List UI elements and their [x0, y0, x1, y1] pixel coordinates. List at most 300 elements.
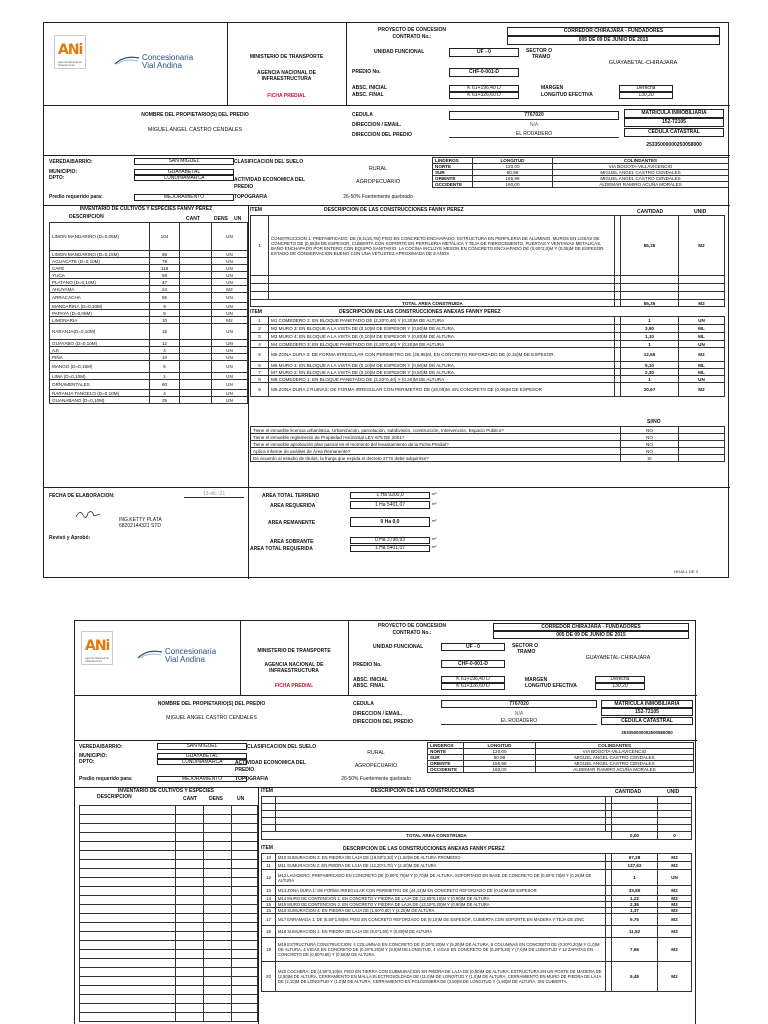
- cedula-label: CEDULA: [353, 701, 374, 707]
- reviso-label: Revisó y Aprobó:: [49, 535, 91, 541]
- table-row: [80, 1013, 258, 1022]
- constr-item: 1: [251, 216, 269, 276]
- table-row: [262, 938, 692, 962]
- contract-value: 005 DE 09 DE JUNIO DE 2015: [507, 36, 720, 45]
- cultivo-dens: [180, 347, 212, 354]
- logo-text-1: Concesionaria: [165, 647, 217, 656]
- constr-empty-cell: [658, 818, 692, 825]
- table-row: [80, 833, 258, 842]
- cultivo-dens: [180, 397, 212, 404]
- constr-unid-header: UNID: [667, 789, 680, 795]
- remanente-label: AREA REMANENTE: [268, 520, 316, 526]
- question-answer: SI: [621, 455, 679, 462]
- cultivo-empty-cell: [176, 950, 204, 959]
- anexa-desc: M7 MURO 2: EN BLOQUE A LA VISTA DE (0,10)M DE ESPESOR Y (0,50)M DE ALTURA.: [269, 369, 615, 376]
- table-row: [50, 397, 248, 404]
- margen-value: Derecha: [619, 85, 673, 92]
- ani-logo: ANi Agencia Nacional de Infraestructura: [54, 35, 86, 69]
- cultivo-empty-cell: [204, 950, 232, 959]
- questions-table: [250, 426, 725, 462]
- lindero-dir: OCCIDENTE: [428, 767, 464, 773]
- table-row: [80, 1004, 258, 1013]
- cultivo-dens: [180, 265, 212, 272]
- cultivo-empty-cell: [204, 815, 232, 824]
- lindero-dir: NORTE: [428, 749, 464, 755]
- anexa-item: 16: [262, 908, 276, 914]
- cedula-label: CEDULA: [352, 112, 373, 118]
- cultivo-unit: UN: [212, 293, 248, 303]
- act-value: AGROPECUARIO: [354, 763, 398, 769]
- cultivo-empty-cell: [176, 833, 204, 842]
- anexa-item: 6: [251, 362, 269, 369]
- cultivos-title: INVENTARIO DE CULTIVOS Y ESPECIES: [117, 788, 215, 794]
- cultivo-empty-cell: [80, 869, 176, 878]
- cultivos-un-header: UN: [234, 216, 242, 222]
- anexa-unit: UN: [658, 870, 692, 886]
- cultivo-cant: 1: [150, 373, 180, 380]
- cultivo-unit: UN: [212, 251, 248, 258]
- predio-label: PREDIO No.: [352, 69, 381, 75]
- lindero-len: 60,98: [473, 170, 553, 176]
- constr-empty-cell: [276, 818, 606, 825]
- cultivo-empty-cell: [80, 887, 176, 896]
- cultivo-cant: 65: [150, 293, 180, 303]
- logo-text-1: Concesionaria: [142, 53, 194, 62]
- anexa-desc: M13 ZONA DURA 1: DE FORMA IRREGULAR CON PERIMETRO DE (44,43)M EN CONCRETO REFORZADO DE (0,10)M DE ESPESOR: [276, 886, 606, 896]
- table-row: [80, 977, 258, 986]
- cedula-value: 7767020: [441, 700, 597, 708]
- abs-ini-value: K 61+196,40 D: [441, 676, 505, 683]
- cultivo-cant: 24: [150, 286, 180, 293]
- constr-empty-cell: [276, 797, 606, 804]
- table-row: [50, 324, 248, 340]
- cultivo-empty-cell: [204, 986, 232, 995]
- table-row: [262, 862, 692, 870]
- table-row: [50, 223, 248, 251]
- cultivo-unit: UN: [212, 397, 248, 404]
- dirp-value: EL RODADERO: [449, 131, 619, 138]
- anexa-item: 10: [262, 854, 276, 862]
- cultivo-empty-cell: [80, 806, 176, 815]
- cultivo-empty-cell: [176, 905, 204, 914]
- cultivo-empty-cell: [80, 842, 176, 851]
- cultivo-desc: AGUACATE (D=0,10M): [50, 258, 150, 265]
- dir-label: DIRECCION / EMAIL.: [352, 122, 402, 128]
- anexa-desc: M6 MURO 1: EN BLOQUE A LA VISTA DE (0,10)M DE ESPESOR Y (0,90)M DE ALTURA.: [269, 362, 615, 369]
- anexa-desc: M10 SUMURACION 3: EN PIEDRA DE LAJA DE (19,50*2,30) Y (1,50)M DE ALTURA PROMEDIO: [276, 854, 606, 862]
- anexas-table-2: [261, 853, 692, 992]
- req-value: MEJORAMIENTO: [134, 194, 234, 201]
- cultivo-empty-cell: [204, 806, 232, 815]
- anexa-qty: 5,10: [621, 362, 679, 369]
- cultivo-empty-cell: [176, 869, 204, 878]
- anexa-item: 9: [251, 383, 269, 397]
- table-row: [251, 369, 725, 376]
- anexa-desc: M12 LAVADERO: PREFABRICADO EN CONCRETO DE (0,60*0,70)M Y (0,70)M DE ALTURA, SOPORTADO EN BASE DE CONCRETO DE (0,60*0,70)M Y (0,25)M DE ALTURA: [276, 870, 606, 886]
- cultivo-cant: 9: [150, 303, 180, 310]
- table-row: [80, 806, 258, 815]
- constr-empty-cell: [612, 825, 658, 832]
- cultivo-desc: LIMON MANDARINO (D=0,05M): [50, 223, 150, 251]
- cultivo-empty-cell: [80, 824, 176, 833]
- cultivo-empty-cell: [80, 1013, 176, 1022]
- table-row: [262, 914, 692, 926]
- cultivo-empty-cell: [232, 977, 258, 986]
- anexa-desc: M11 SUMURACION 2: EN PIEDRA DE LAJA DE (12,20*4,70) Y (2,40)M DE ALTURA: [276, 862, 606, 870]
- constr-empty-cell: [658, 804, 692, 811]
- anexa-desc: M20 COCHERA: DE (4,50*2,10)M, PISO EN TIERRA CON SUBMURACION EN PIEDRA DE LAJA DE (0,80)M DE ALTURA, ESTRUCTURA EN UN POSTE DE MADERA DE (2,50)M DE ALTURA, CERRAMIENTO EN MALLA ELECTROSOLDADA DE (11,0)M DE LONGITUD Y (1,0)M DE ALTURA, CERRAMIENTO EN MURO DE PIEDRA DE LAJA DE (2,10)M DE LONGITUD Y (1,0)M DE ALTURA, CERRAMIENTO EN POLISOMBRA DE (3,50)M DE LONGITUD Y (1,80)M DE ALTURA, SIN CUBIERTA.: [276, 962, 606, 992]
- cultivo-empty-cell: [80, 950, 176, 959]
- cultivo-empty-cell: [176, 995, 204, 1004]
- long-value: 130,20: [619, 92, 673, 99]
- anexa-desc: M15 MURO DE CONTENCION 2: EN CONCRETO Y PIEDRA DE LAJA DE (13,10*0,20)M Y (0,90)M DE ALTURA: [276, 902, 606, 908]
- cultivo-empty-cell: [232, 986, 258, 995]
- lindero-col: MIGUEL ANGEL CASTRO CENDALES: [536, 761, 694, 767]
- long-label: LONGITUD EFECTIVA: [525, 683, 577, 689]
- cultivo-unit: UN: [212, 361, 248, 373]
- constr-cant-header: CANTIDAD: [615, 789, 642, 795]
- cultivo-empty-cell: [232, 869, 258, 878]
- table-row: [251, 455, 725, 462]
- anexa-item: 8: [251, 376, 269, 383]
- lindero-col: MIGUEL ANGEL CASTRO CENDALES: [536, 755, 694, 761]
- table-row: [50, 347, 248, 354]
- question-blank: [679, 434, 725, 441]
- table-row: [80, 842, 258, 851]
- table-row: [80, 905, 258, 914]
- cultivo-empty-cell: [232, 923, 258, 932]
- table-row: [80, 986, 258, 995]
- cultivo-empty-cell: [176, 842, 204, 851]
- anexa-desc: M2 MURO 3: EN BLOQUE A LA VISTA DE (0,10)M DE ESPESOR Y (0,80)M DE ALTURA.: [269, 325, 615, 333]
- table-row: [251, 434, 725, 441]
- anexa-unit: UN: [679, 317, 725, 325]
- lindero-col: MIGUEL ANGEL CASTRO CENDALES: [553, 170, 729, 176]
- total-label: AREA TOTAL REQUERIDA: [250, 546, 313, 552]
- fecha-label: FECHA DE ELABORACION:: [49, 493, 115, 499]
- ficha-predial-sheet-2: [74, 620, 696, 1024]
- cultivo-dens: [180, 258, 212, 265]
- cultivo-cant: 78: [150, 258, 180, 265]
- cultivo-desc: PAPAYA (D=0,05M): [50, 310, 150, 317]
- anexa-item: 18: [262, 926, 276, 938]
- cultivo-desc: LIMONARIA: [50, 317, 150, 324]
- cultivo-empty-cell: [204, 932, 232, 941]
- cultivo-empty-cell: [232, 896, 258, 905]
- table-row: [251, 317, 725, 325]
- cultivo-empty-cell: [232, 959, 258, 968]
- agency-l2: INFRAESTRUCTURA: [269, 668, 319, 674]
- dirp-label: DIRECCION DEL PREDIO: [352, 132, 412, 138]
- cultivo-empty-cell: [204, 1004, 232, 1013]
- dpto-label: DPTO:: [79, 759, 95, 765]
- req-value: MEJORAMIENTO: [157, 776, 247, 782]
- cultivo-empty-cell: [204, 959, 232, 968]
- cultivo-cant: 68: [150, 251, 180, 258]
- mun-value: GUAYABETAL: [134, 169, 234, 175]
- sector-l2: TRAMO: [517, 649, 536, 655]
- catastral-label: CEDULA CATASTRAL: [601, 717, 693, 725]
- dpto-value: CUNDINAMARCA: [134, 175, 234, 181]
- anexa-unit: M3: [658, 902, 692, 908]
- constr-empty-cell: [262, 811, 276, 818]
- constr-qty: 55,35: [621, 216, 679, 276]
- anexa-desc: M19 ESTRUCTURA CONSTRUCCION: 4 COLUMNAS EN CONCRETO DE (0,20*0,20)M Y (5,20)M DE ALTURA, 8 COLUMNAS EN CONCRETO DE (0,20*0,20)M Y (1,0)M DE ALTURA, 4 VIGAS EN CONCRETO DE (0,20*0,20)M Y (9,0)M DE LONGITUD, 4 VIGAS EN CONCRETO DE (0,20*0,20) Y (7,0)M DE LONGITUD Y 12 ZAPATAS EN CONCRETO DE (0,80*0,80) Y (0,50)M DE ALTURA.: [276, 938, 606, 962]
- table-row: [262, 870, 692, 886]
- act-label-l2: PREDIO: [235, 767, 255, 773]
- anexa-desc: M1 COMEDERO 2: EN BLOQUE PANETADO DE (2,20*0,40) Y (0,20)M DE ALTURA: [269, 317, 615, 325]
- cultivo-empty-cell: [80, 878, 176, 887]
- colindantes-header: COLINDANTES: [553, 158, 729, 164]
- logo-text-2: Vial Andina: [142, 61, 182, 70]
- linderos-header: LINDEROS: [428, 743, 464, 749]
- margen-label: MARGEN: [541, 85, 564, 91]
- cultivo-empty-cell: [204, 914, 232, 923]
- ani-logo: ANi Agencia Nacional de Infraestructura: [81, 631, 113, 665]
- topo-label: TOPOGRAFIA: [234, 194, 268, 200]
- cultivo-desc: PIÑA: [50, 354, 150, 361]
- anexa-unit: M2: [679, 383, 725, 397]
- table-row: [262, 825, 692, 832]
- unit-m2: m²: [432, 536, 437, 541]
- anexa-qty: 2,36: [612, 902, 658, 908]
- cultivo-empty-cell: [176, 824, 204, 833]
- table-row: [80, 923, 258, 932]
- cultivo-unit: M2: [212, 317, 248, 324]
- cultivo-cant: 4: [150, 390, 180, 397]
- anexa-unit: M3: [658, 862, 692, 870]
- cultivos-dens-header: DENS: [209, 796, 223, 802]
- table-row: [50, 303, 248, 310]
- anexa-item: 17: [262, 914, 276, 926]
- table-row: [80, 896, 258, 905]
- cultivo-empty-cell: [232, 806, 258, 815]
- cultivo-desc: MANGO (D=0,15M): [50, 361, 150, 373]
- lindero-dir: SUR: [433, 170, 473, 176]
- margen-label: MARGEN: [525, 677, 548, 683]
- constr-empty-cell: [658, 811, 692, 818]
- longitud-header: LONGITUD: [464, 743, 536, 749]
- anexa-qty: 2,30: [621, 369, 679, 376]
- lindero-len: 160,00: [464, 767, 536, 773]
- predio-label: PREDIO No.: [353, 662, 382, 668]
- table-row: [80, 914, 258, 923]
- unit-value: UF - 0: [449, 48, 519, 57]
- cultivo-empty-cell: [176, 887, 204, 896]
- anexa-desc: M3 MURO 4: EN BLOQUE A LA VISTA DE (0,10)M DE ESPESOR Y (0,80)M DE ALTURA.: [269, 333, 615, 341]
- requerida-label: AREA REQUERIDA: [270, 503, 316, 509]
- constr-empty-cell: [658, 797, 692, 804]
- anexa-qty: 12,65: [621, 348, 679, 362]
- cultivo-unit: UN: [212, 390, 248, 397]
- anexas-item-header: ITEM: [250, 309, 262, 315]
- catastral-label: CEDULA CATASTRAL: [624, 128, 724, 137]
- anexa-desc: M16 SUMURACION 4: EN PIEDRA DE LAJA DE (1,50*0,80) Y (1,20)M DE ALTURA: [276, 908, 606, 914]
- cultivo-empty-cell: [232, 995, 258, 1004]
- cultivo-empty-cell: [232, 860, 258, 869]
- table-row: [251, 333, 725, 341]
- project-value: CORREDOR CHIRAJARA - FUNDADORES: [493, 623, 689, 631]
- anexa-unit: M3: [658, 896, 692, 902]
- owner-value: MIGUEL ANGEL CASTRO CENDALES: [147, 127, 243, 133]
- cultivo-empty-cell: [204, 842, 232, 851]
- constr-item-header: ITEM: [250, 207, 262, 213]
- cultivo-empty-cell: [232, 878, 258, 887]
- anexa-qty: 1: [621, 317, 679, 325]
- anexa-unit: M3: [658, 938, 692, 962]
- table-row: [50, 361, 248, 373]
- constr-title: DESCRIPCION DE LAS CONSTRUCCIONES: [371, 788, 475, 794]
- anexa-desc: M4 COMEDERO 3: EN BLOQUE PANETADO DE (2,20*0,40) Y (0,20)M DE ALTURA: [269, 341, 615, 348]
- act-label-l1: ACTIVIDAD ECONOMICA DEL: [235, 760, 306, 766]
- anexa-item: 12: [262, 870, 276, 886]
- cultivo-empty-cell: [80, 977, 176, 986]
- cultivo-dens: [180, 324, 212, 340]
- table-row: [50, 317, 248, 324]
- table-row: [80, 815, 258, 824]
- cultivo-desc: LIMA (D=0,10M): [50, 373, 150, 380]
- cultivo-unit: UN: [212, 354, 248, 361]
- lindero-dir: NORTE: [433, 164, 473, 170]
- cultivo-cant: 25: [150, 397, 180, 404]
- constr-title: DESCRIPCION DE LAS CONSTRUCCIONES FANNY PEREZ: [324, 207, 464, 213]
- elaboro-name: ING.KETTY PLATA: [119, 517, 162, 523]
- cultivo-unit: UN: [212, 303, 248, 310]
- cultivo-dens: [180, 340, 212, 347]
- clas-label: CLASIFICACION DEL SUELO: [234, 159, 304, 165]
- cultivo-empty-cell: [204, 878, 232, 887]
- lindero-len: 155,98: [473, 176, 553, 182]
- table-row: [251, 427, 725, 434]
- cultivo-dens: [180, 380, 212, 390]
- topo-label: TOPOGRAFIA: [235, 776, 269, 782]
- cultivo-empty-cell: [176, 914, 204, 923]
- cultivo-empty-cell: [176, 977, 204, 986]
- sobrante-label: AREA SOBRANTE: [270, 539, 314, 545]
- contract-value: 005 DE 09 DE JUNIO DE 2015: [493, 631, 689, 639]
- constr-empty-cell: [276, 811, 606, 818]
- table-row: [251, 325, 725, 333]
- lindero-col: VIA BOGOTA-VILLAVICENCIO: [553, 164, 729, 170]
- terreno-value: 1 Ha 9200,0: [350, 492, 430, 499]
- cultivo-dens: [180, 293, 212, 303]
- catastral-value: 25335000000250058000: [646, 142, 702, 148]
- cultivo-desc: GUAYABO (D=0,10M): [50, 340, 150, 347]
- dirp-value: EL RODADERO: [441, 718, 597, 725]
- mun-value: GUAYABETAL: [157, 753, 247, 759]
- table-row: [50, 286, 248, 293]
- cultivo-empty-cell: [176, 941, 204, 950]
- table-row: [50, 373, 248, 380]
- cultivo-empty-cell: [176, 959, 204, 968]
- table-row: [50, 272, 248, 279]
- cultivo-empty-cell: [204, 1013, 232, 1022]
- table-row: [251, 448, 725, 455]
- cultivo-desc: ORNAMENTALES: [50, 380, 150, 390]
- anexa-qty: 1,22: [612, 896, 658, 902]
- question-answer: NO: [621, 434, 679, 441]
- anexa-desc: M8 COMEDERO 1: EN BLOQUE PANETADO DE (2,20*0,40) Y (0,20)M DE ALTURA: [269, 376, 615, 383]
- dir-value: N/A: [514, 711, 524, 717]
- anexas-table: [250, 316, 725, 397]
- constr-empty-cell: [262, 804, 276, 811]
- ministry: MINISTERIO DE TRANSPORTE: [257, 648, 331, 654]
- lindero-dir: ORIENTE: [428, 761, 464, 767]
- cultivo-cant: 12: [150, 340, 180, 347]
- anexa-unit: ML: [679, 369, 725, 376]
- constr-empty-cell: [612, 797, 658, 804]
- constr-total-unit: M2: [679, 300, 725, 307]
- anexa-unit: M2: [658, 886, 692, 896]
- anexa-desc: M17 ENRAMADA 1: DE (6,50*1,50)M, PISO EN CONCRETO REFORZADO DE (0,15)M DE ESPESOR, CUBIERTA CON SOPORTE EN MADERA Y TEJA DE ZINC: [276, 914, 606, 926]
- cultivo-empty-cell: [80, 1004, 176, 1013]
- cultivo-empty-cell: [176, 878, 204, 887]
- project-label: PROYECTO DE CONCESION: [378, 623, 446, 629]
- cultivo-unit: UN: [212, 258, 248, 265]
- cultivo-empty-cell: [80, 941, 176, 950]
- long-label: LONGITUD EFECTIVA: [541, 92, 593, 98]
- cultivo-desc: LIMON MANDARINO (D=0,15M): [50, 251, 150, 258]
- cultivo-cant: 15: [150, 324, 180, 340]
- cultivo-dens: [180, 251, 212, 258]
- vereda-value: SAN MIGUEL: [134, 158, 234, 165]
- cultivo-empty-cell: [232, 914, 258, 923]
- unit-label: UNIDAD FUNCIONAL: [373, 644, 424, 650]
- unit-m2: m²: [432, 518, 437, 523]
- table-row: [50, 258, 248, 265]
- cultivo-unit: UN: [212, 324, 248, 340]
- anexa-desc: M9 ZONA DURA 2 RUINAS: DE FORMA IRREGULAR CON PERIMETRO DE (25,09)M, EN CONCRETO DE (0,05)M DE ESPESOR: [269, 383, 615, 397]
- catastral-value: 253350000002500580000: [621, 730, 673, 735]
- cultivo-empty-cell: [232, 932, 258, 941]
- constr-table: [250, 215, 725, 307]
- mun-label: MUNICIPIO:: [49, 169, 78, 175]
- anexa-item: 14: [262, 896, 276, 902]
- cultivos-table-empty: [79, 805, 258, 1022]
- anexa-qty: 1: [612, 870, 658, 886]
- cultivo-empty-cell: [80, 914, 176, 923]
- table-row: [80, 851, 258, 860]
- clas-value: RURAL: [368, 166, 388, 172]
- cultivo-empty-cell: [204, 968, 232, 977]
- owner-label: NOMBRE DEL PROPIETARIO(S) DEL PREDIO: [141, 112, 249, 118]
- cultivo-cant: 10: [150, 354, 180, 361]
- linderos-table: [432, 157, 729, 188]
- anexa-unit: UN: [679, 341, 725, 348]
- cultivo-dens: [180, 279, 212, 286]
- table-row: [262, 832, 692, 840]
- cultivo-desc: MANDARINA (D=0,10M): [50, 303, 150, 310]
- table-row: [80, 869, 258, 878]
- anexa-unit: M3: [658, 926, 692, 938]
- cultivo-empty-cell: [232, 1013, 258, 1022]
- cultivo-empty-cell: [232, 833, 258, 842]
- cultivo-empty-cell: [80, 905, 176, 914]
- anexa-qty: 9,75: [612, 914, 658, 926]
- page-number: HOJA 1 DE 3: [674, 569, 698, 574]
- ministry: MINISTERIO DE TRANSPORTE: [249, 54, 324, 60]
- contract-label: CONTRATO No.:: [392, 630, 432, 636]
- vial-andina-swoosh-icon: [114, 55, 140, 65]
- constr-table-empty: [261, 796, 692, 840]
- table-row: [262, 854, 692, 862]
- question-blank: [679, 448, 725, 455]
- anexa-qty: 137,62: [612, 862, 658, 870]
- cultivo-empty-cell: [80, 986, 176, 995]
- question-blank: [679, 427, 725, 434]
- cultivo-empty-cell: [80, 815, 176, 824]
- cultivos-un-header: UN: [237, 796, 245, 802]
